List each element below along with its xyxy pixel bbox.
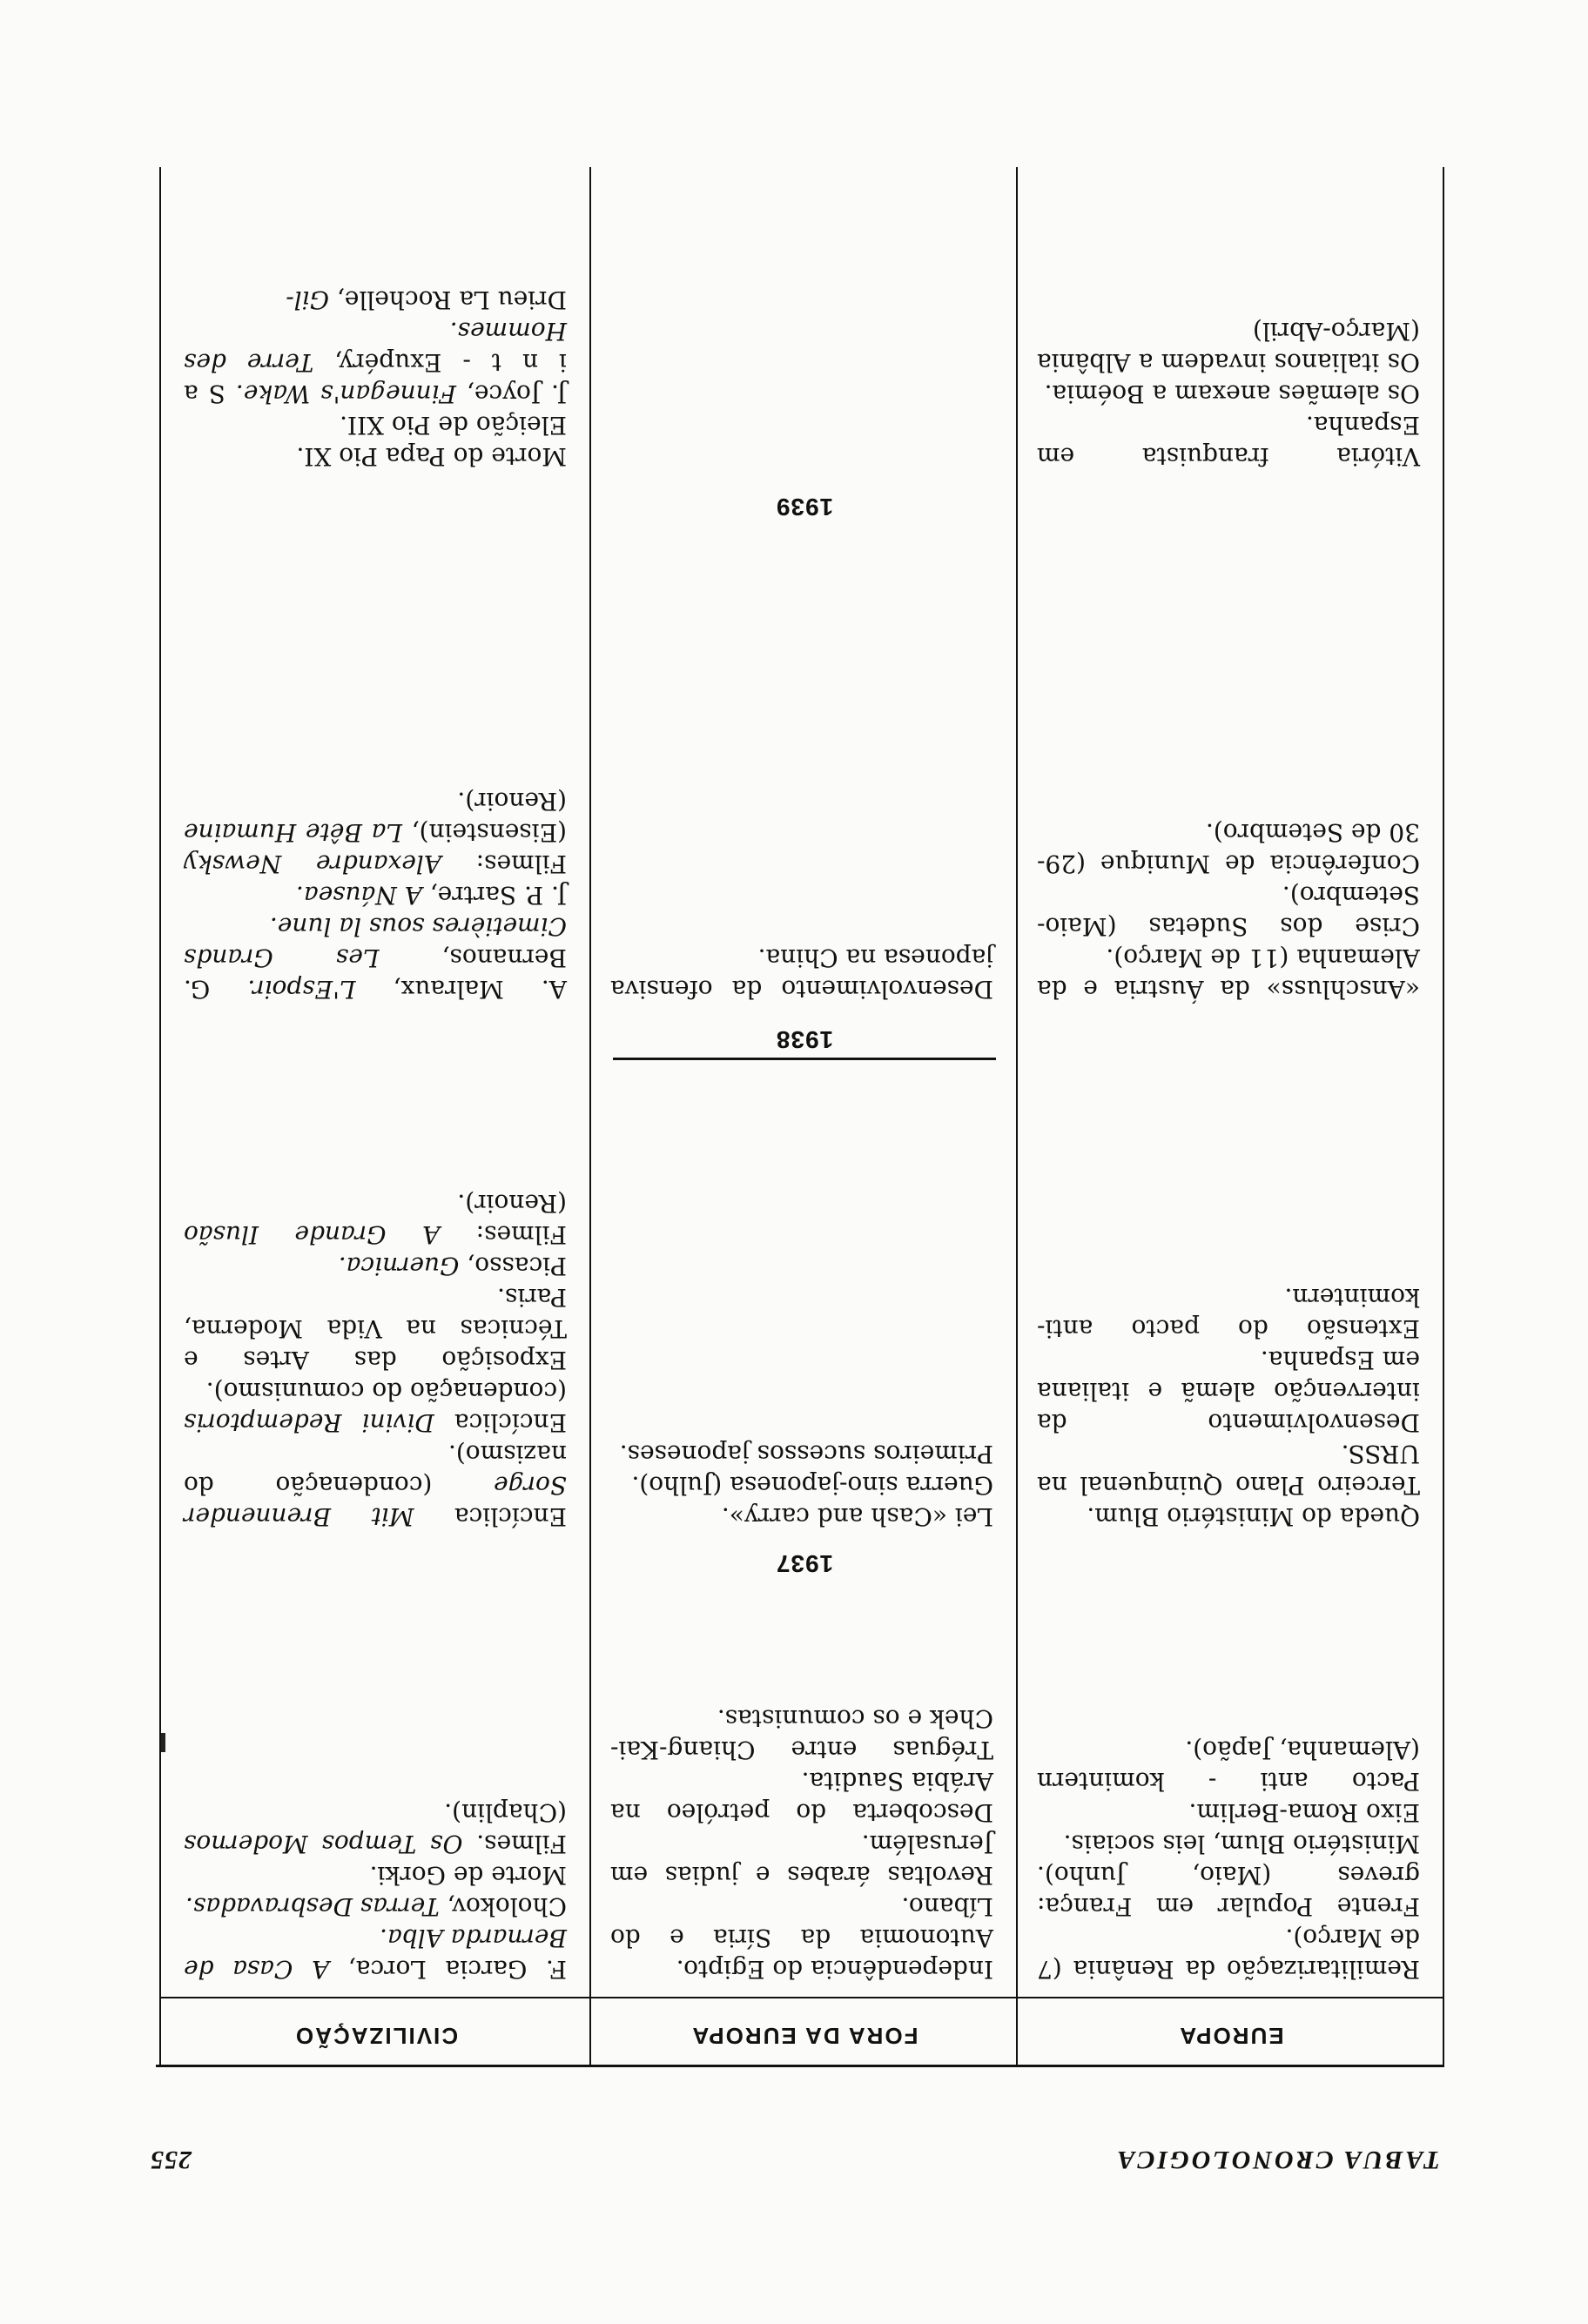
entry: Lei «Cash and carry». (721, 1502, 993, 1531)
entry: Tréguas entre Chiang-Kai-Chek e os comunistas. (610, 1704, 993, 1764)
entry: Os italianos invadem a Albânia (Março-Abril) (1037, 317, 1420, 377)
entry: Crise dos Sudetas (Maio-Setembro). (1037, 881, 1420, 941)
entry: Encíclica Divini Redemptoris (condenação do comunismo). (184, 1377, 567, 1437)
cell-1939-civilizacao (184, 284, 567, 472)
entry: Morte do Papa Pio XI. (296, 442, 567, 471)
entry: Desenvolvimento da intervenção alemã e italiana em Espanha. (1037, 1346, 1420, 1437)
cell-1936-civilizacao (184, 1797, 567, 1985)
entry: F. Garcia Lorca, A Casa de Bernarda Alba. (184, 1924, 567, 1984)
cell-1936-fora (610, 1703, 993, 1985)
entry: Filmes: A Grande Ilusão (Renoir). (184, 1189, 567, 1249)
cell-1938-fora (610, 942, 993, 1004)
header-rule (159, 1997, 1444, 1998)
running-head (148, 2136, 1440, 2174)
entry: Queda do Ministério Blum. (1087, 1502, 1420, 1531)
entry: J. Joyce, Finnegan's Wake. S a i n t - Exupéry, Terre des Hommes. (184, 317, 567, 408)
entry: Filmes: Alexandre Newsky (Eisenstein), La Bête Humaine (Renoir). (184, 787, 567, 878)
cell-1938-europa (1037, 816, 1420, 1004)
entry: Independência do Egipto. (676, 1955, 993, 1984)
entry: Eixo Roma-Berlim. (1188, 1798, 1420, 1827)
cell-1936-europa (1037, 1734, 1420, 1985)
entry: Descoberta do petróleo na Arábia Saudita. (610, 1767, 993, 1827)
entry: Extensão do pacto anti-komintern. (1037, 1283, 1420, 1343)
entry: Revoltas árabes e judias em Jerusalém. (610, 1830, 993, 1890)
running-title: TABUA CRONOLOGICA (1114, 2146, 1440, 2174)
entry: «Anschluss» da Áustria e da Alemanha (11 de Março). (1037, 944, 1420, 1004)
year-heading-1939: 1939 (775, 494, 834, 521)
cell-1937-europa (1037, 1281, 1420, 1532)
entry: Primeiros sucessos japoneses. (619, 1440, 993, 1468)
cell-1939-europa (1037, 315, 1420, 472)
entry: Pacto anti - komintern (Alemanha, Japão). (1037, 1736, 1420, 1796)
column-header-civilizacao: CIVILIZAÇÃO (293, 2023, 459, 2049)
entry: J. P. Sartre, A Náusea. (296, 881, 567, 910)
entry: Desenvolvimento da ofensiva japonesa na China. (610, 944, 993, 1004)
entry: Encíclica Mit Brennender Sorge (condenação do nazismo). (184, 1440, 567, 1531)
entry: Remilitarização da Renânia (7 de Março). (1037, 1924, 1420, 1984)
entry: Exposição das Artes e Técnicas na Vida Moderna, Paris. (184, 1283, 567, 1374)
entry: Autonomia da Síria e do Líbano. (610, 1892, 993, 1952)
entry: Cholokov, Terras Desbravadas. (185, 1892, 567, 1921)
chronology-table (156, 167, 1444, 2067)
entry: Eleição de Pio XII. (340, 411, 567, 440)
year-heading-1937: 1937 (775, 1550, 834, 1577)
year-rule (613, 1058, 996, 1060)
entry: Guerra sino-japonesa (Julho). (631, 1471, 993, 1500)
year-heading-1938: 1938 (775, 1026, 834, 1053)
entry: Filmes. Os Tempos Modernos (Chaplin). (184, 1798, 567, 1858)
column-rule (159, 167, 161, 2065)
entry: Frente Popular em França: greves (Maio, Junho). Ministério Blum, leis sociais. (1037, 1830, 1420, 1921)
cell-1937-civilizacao (184, 1187, 567, 1532)
entry: A. Malraux, L'Espoir. G. Bernanos, Les Grands Cimetières sous la lune. (183, 912, 567, 1004)
column-header-europa: EUROPA (1178, 2023, 1284, 2049)
column-rule (1016, 167, 1018, 2065)
entry: Morte de Gorki. (369, 1861, 567, 1890)
entry: Picasso, Guernica. (338, 1252, 567, 1280)
entry: Terceiro Plano Quinquenal na URSS. (1037, 1440, 1420, 1500)
entry: Conferência de Munique (29-30 de Setembro). (1037, 818, 1420, 878)
page-number: 255 (150, 2146, 192, 2174)
entry: Os alemães anexam a Boémia. (1044, 379, 1420, 408)
entry: Drieu La Rochelle, Gil- (286, 285, 567, 314)
column-header-fora: FORA DA EUROPA (690, 2023, 918, 2049)
margin-mark (161, 1733, 165, 1752)
cell-1937-fora (610, 1438, 993, 1532)
column-rule (589, 167, 591, 2065)
column-rule (1443, 167, 1444, 2065)
entry: Vitória franquista em Espanha. (1037, 411, 1420, 471)
cell-1938-civilizacao (184, 785, 567, 1004)
